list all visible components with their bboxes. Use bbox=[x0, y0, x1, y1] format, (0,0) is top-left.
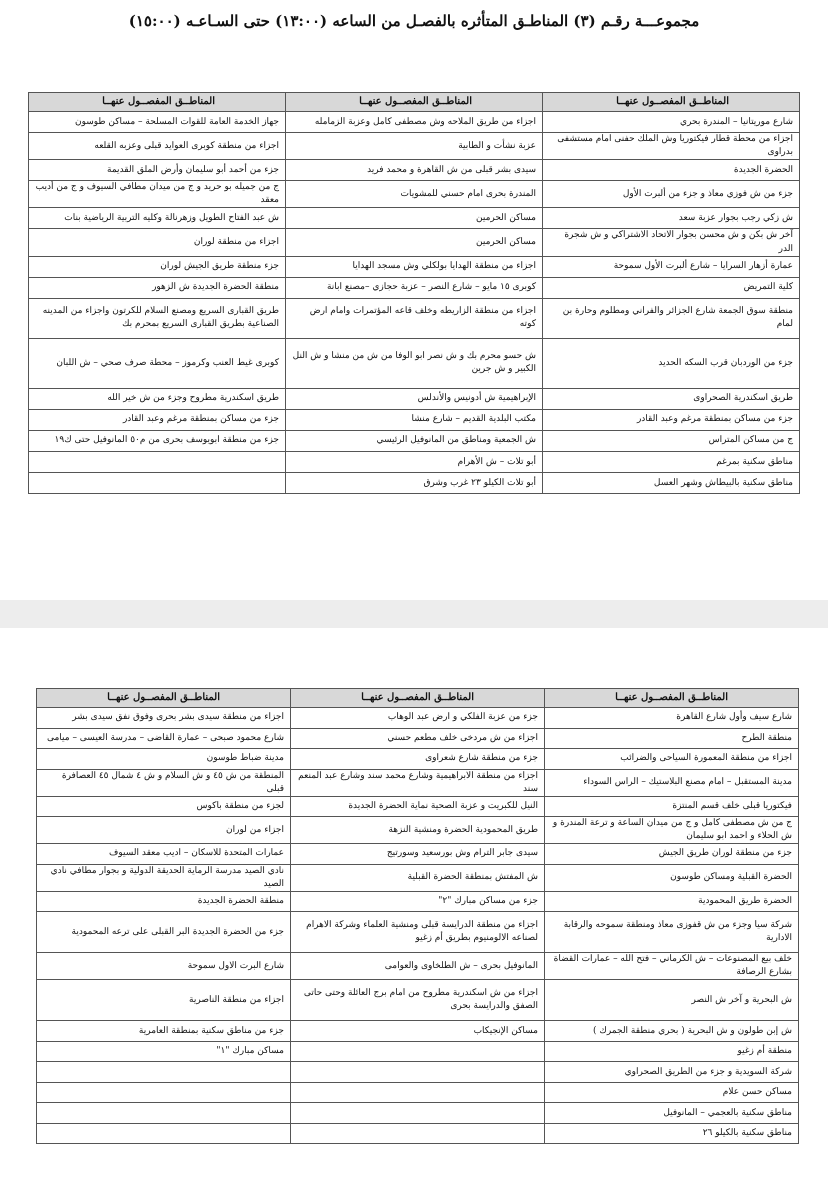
table-row bbox=[37, 891, 799, 912]
table-cell: شارع البرت الاول سموحة bbox=[37, 953, 291, 980]
table-cell: الإبراهيمية ش أدونيس والأندلس bbox=[286, 388, 543, 409]
table-cell bbox=[29, 473, 286, 494]
table-row bbox=[29, 409, 800, 430]
table-cell: جزء من عزبة الفلكي و ارض عبد الوهاب bbox=[291, 708, 545, 729]
table-cell: الحضرة طريق المحمودية bbox=[545, 891, 799, 912]
table-row bbox=[37, 796, 799, 817]
table-row bbox=[29, 338, 800, 388]
table-cell: شارع موريتانيا – المندرة بحري bbox=[543, 112, 800, 133]
table-cell: الحضرة الجديدة bbox=[543, 160, 800, 181]
table-cell: لجزء من منطقة باكوس bbox=[37, 796, 291, 817]
table-cell: جزء من مساكن مبارك "٢" bbox=[291, 891, 545, 912]
table-cell: المندرة بحرى امام حسني للمشويات bbox=[286, 181, 543, 208]
zones-table-2-body bbox=[37, 708, 799, 1144]
table-cell: مناطق سكنية بالعجمي – المانوفيل bbox=[545, 1103, 799, 1124]
table-cell: اجزاء من منطقة الهدايا بولكلي وش مسجد الهدايا bbox=[286, 256, 543, 277]
table-cell: ج من جميله بو حريد و ج من ميدان مطافي السيوف و ج من أديب معقد bbox=[29, 181, 286, 208]
zones-table-2 bbox=[36, 688, 799, 1144]
table-cell: اجزاء من محطة قطار فيكتوريا وش الملك حفنى امام مستشفى بدراوى bbox=[543, 133, 800, 160]
table-cell: طريق القبارى السريع ومصنع السلام للكرتون واجزاء من المدينه الصناعية بطريق القبارى السريع بمحرم بك bbox=[29, 298, 286, 338]
table-cell: شركة السويدية و جزء من الطريق الصحراوي bbox=[545, 1062, 799, 1083]
table-row bbox=[29, 430, 800, 451]
table-row bbox=[37, 1021, 799, 1042]
table-row bbox=[29, 133, 800, 160]
table-row bbox=[37, 1041, 799, 1062]
zones-table-1-body bbox=[29, 112, 800, 494]
table-cell: اجزاء من منطقة سيدى بشر بحرى وفوق نفق سيدى بشر bbox=[37, 708, 291, 729]
table-cell: منطقة أم زغيو bbox=[545, 1041, 799, 1062]
table-row bbox=[37, 1062, 799, 1083]
table-cell bbox=[37, 1123, 291, 1144]
table-cell: كلية التمريض bbox=[543, 277, 800, 298]
table-row bbox=[29, 229, 800, 256]
table-row bbox=[37, 769, 799, 796]
table-cell: ش المفتش بمنطقة الحضرة القبلية bbox=[291, 864, 545, 891]
table-cell: ش حسو محرم بك و ش نصر ابو الوفا من ش من منشا و ش النل الكبير و ش جرين bbox=[286, 338, 543, 388]
table-cell: اجزاء من منطقة الناصرية bbox=[37, 980, 291, 1021]
table-cell: كوبرى غيط العنب وكرموز – محطة صرف صحي – ش اللبان bbox=[29, 338, 286, 388]
table-cell: جزء من مساكن بمنطقة مرغم وعبد القادر bbox=[29, 409, 286, 430]
table-cell bbox=[291, 1062, 545, 1083]
table-row bbox=[37, 708, 799, 729]
table-cell: خلف بيع المصنوعات – ش الكرماني – فتح الله – عمارات القضاة بشارع الرصافة bbox=[545, 953, 799, 980]
table-cell: جزء من الوردبان قرب السكه الحديد bbox=[543, 338, 800, 388]
table-cell: مكتب البلدية القديم – شارع منشا bbox=[286, 409, 543, 430]
table-cell: ش إبن طولون و ش البحرية ( بحري منطقة الجمرك ) bbox=[545, 1021, 799, 1042]
table-cell: ج من ش مصطفى كامل و ج من ميدان الساعة و ترعة المندرة و ش الحلاء و احمد ابو سليمان bbox=[545, 817, 799, 844]
column-header: المناطــق المفصــول عنهــا bbox=[291, 689, 545, 708]
table-row bbox=[29, 473, 800, 494]
table-row bbox=[29, 160, 800, 181]
table-cell: كوبرى ١٥ مايو – شارع النصر – عزبة حجازي –مصنع ابانة bbox=[286, 277, 543, 298]
table-cell: مساكن الحرمين bbox=[286, 208, 543, 229]
table-row bbox=[29, 181, 800, 208]
table-row bbox=[37, 1103, 799, 1124]
table-cell: نادي الصيد مدرسة الرماية الحديقة الدولية و بجوار مطافي نادي الصيد bbox=[37, 864, 291, 891]
table-cell bbox=[37, 1082, 291, 1103]
table-cell bbox=[291, 1103, 545, 1124]
table-cell: شارع محمود صبحى – عمارة القاضى – مدرسة العيسى – ميامى bbox=[37, 728, 291, 749]
table-row bbox=[37, 1082, 799, 1103]
table-cell: جزء من الحضرة الجديدة البر القبلى على ترعه المحمودية bbox=[37, 912, 291, 953]
table-cell bbox=[37, 1103, 291, 1124]
table-row bbox=[29, 277, 800, 298]
table-row bbox=[29, 298, 800, 338]
column-header: المناطــق المفصــول عنهــا bbox=[545, 689, 799, 708]
table-cell: جزء منطقة طريق الجيش لوران bbox=[29, 256, 286, 277]
page-2 bbox=[0, 628, 828, 1183]
table-row bbox=[37, 817, 799, 844]
table-cell: جهاز الخدمة العامة للقوات المسلحة – مساكن طوسون bbox=[29, 112, 286, 133]
table-cell: اجزاء من لوران bbox=[37, 817, 291, 844]
table-cell: منطقة الحضرة الجديدة bbox=[37, 891, 291, 912]
table-cell bbox=[37, 1062, 291, 1083]
table-cell: فيكتوريا قبلى خلف قسم المنتزة bbox=[545, 796, 799, 817]
table-cell: عمارة أزهار السرايا – شارع ألبرت الأول سموحة bbox=[543, 256, 800, 277]
table-cell bbox=[291, 1082, 545, 1103]
table-cell: اجزاء من طريق الملاحه وش مصطفى كامل وعزبة الزمامله bbox=[286, 112, 543, 133]
table-cell: الحضرة القبلية ومساكن طوسون bbox=[545, 864, 799, 891]
table-cell: منطقة سوق الجمعة شارع الجزائر والفراني ومطلوم وحارة بن لمام bbox=[543, 298, 800, 338]
table-cell: جزء من منطقة لوران طريق الجيش bbox=[545, 844, 799, 865]
table-cell: اجزاء من ش مردخى خلف مطعم حسني bbox=[291, 728, 545, 749]
table-cell: جزء من منطقة ابويوسف بحرى من م٥٠ المانوفيل حتى ك١٩ bbox=[29, 430, 286, 451]
table-cell: ش عبد الفتاح الطويل وزهرنالة وكليه التربية الرياضية بنات bbox=[29, 208, 286, 229]
table-cell: مناطق سكنية بالبيطاش وشهر العسل bbox=[543, 473, 800, 494]
table-cell: المنطقة من ش ٤٥ و ش السلام و ش ٤ شمال ٤٥ العصافرة قبلى bbox=[37, 769, 291, 796]
table-row bbox=[29, 388, 800, 409]
table-cell: اجزاء من ش اسكندرية مطروح من امام برج العائلة وحتى حاتى الصفق والدرايسة بحرى bbox=[291, 980, 545, 1021]
table-cell: جزء من أحمد أبو سليمان وأرض الملق القديمة bbox=[29, 160, 286, 181]
table-cell: شارع سيف وأول شارع القاهرة bbox=[545, 708, 799, 729]
table-cell: منطقة الحضرة الجديدة ش الزهور bbox=[29, 277, 286, 298]
table-cell bbox=[291, 1123, 545, 1144]
table-row bbox=[37, 1123, 799, 1144]
table-cell: مناطق سكنية بالكيلو ٢٦ bbox=[545, 1123, 799, 1144]
table-cell: النيل للكبريت و عزبة الصحية نماية الحضرة الجديدة bbox=[291, 796, 545, 817]
column-header: المناطــق المفصــول عنهــا bbox=[286, 93, 543, 112]
table-cell: ج من مساكن المتراس bbox=[543, 430, 800, 451]
table-cell: آخر ش بكن و ش محسن بجوار الاتحاد الاشتراكي و ش شجرة الدر bbox=[543, 229, 800, 256]
table-cell: المانوفيل بحرى – ش الطلخاوى والعوامى bbox=[291, 953, 545, 980]
table-cell: جزء من مناطق سكنية بمنطقة العامرية bbox=[37, 1021, 291, 1042]
column-header: المناطــق المفصــول عنهــا bbox=[29, 93, 286, 112]
table-cell: اجزاء من منطقة الزاريطه وخلف قاعه المؤتمرات وامام ارض كوته bbox=[286, 298, 543, 338]
table-cell: جزء من منطقة شارع شعراوى bbox=[291, 749, 545, 770]
table-row bbox=[37, 749, 799, 770]
table-cell: سيدى جابر الترام وش بورسعيد وسورتيج bbox=[291, 844, 545, 865]
table-cell: مناطق سكنية بمرغم bbox=[543, 452, 800, 473]
table-cell: طريق اسكندرية الصحراوى bbox=[543, 388, 800, 409]
table-cell: مدينة ضباط طوسون bbox=[37, 749, 291, 770]
column-header: المناطــق المفصــول عنهــا bbox=[543, 93, 800, 112]
table-header-row bbox=[29, 93, 800, 112]
table-cell bbox=[291, 1041, 545, 1062]
table-cell: طريق اسكندرية مطروح وجزء من ش خير الله bbox=[29, 388, 286, 409]
table-cell: اجزاء من منطقة كوبرى العوايد قبلى وعزبه القلعه bbox=[29, 133, 286, 160]
table-row bbox=[37, 912, 799, 953]
table-cell bbox=[29, 452, 286, 473]
table-cell: اجزاء من منطقة الابراهيمية وشارع محمد سند وشارع عبد المنعم سند bbox=[291, 769, 545, 796]
table-cell: ش زكي رجب بجوار عزبة سعد bbox=[543, 208, 800, 229]
table-cell: أبو تلات – ش الأهرام bbox=[286, 452, 543, 473]
table-cell: جزء من مساكن بمنطقة مرغم وعبد القادر bbox=[543, 409, 800, 430]
table-row bbox=[37, 728, 799, 749]
table-row bbox=[29, 452, 800, 473]
page-title: مجموعـــة رقـم (٣) المناطـق المتأثره بالفصـل من الساعه (١٣:٠٠) حتى السـاعـه (١٥:٠٠) bbox=[128, 12, 700, 30]
table-cell: جزء من ش فوزي معاذ و جزء من ألبرت الأول bbox=[543, 181, 800, 208]
table-cell: طريق المحمودية الحضرة ومنشية النزهة bbox=[291, 817, 545, 844]
table-row bbox=[37, 844, 799, 865]
table-cell: مساكن الحرمين bbox=[286, 229, 543, 256]
table-cell: شركة سيا وجزء من ش قفوزى معاذ ومنطقة سموحه والرقابة الادارية bbox=[545, 912, 799, 953]
table-cell: عمارات المتحدة للاسكان – اديب معقد السيوف bbox=[37, 844, 291, 865]
table-row bbox=[37, 980, 799, 1021]
table-row bbox=[29, 256, 800, 277]
table-cell: مساكن حسن علام bbox=[545, 1082, 799, 1103]
table-cell: مساكن الإنجيكاب bbox=[291, 1021, 545, 1042]
table-cell: مدينة المستقبل – امام مصنع البلاستيك – الراس السوداء bbox=[545, 769, 799, 796]
table-cell: أبو تلات الكيلو ٢٣ غرب وشرق bbox=[286, 473, 543, 494]
table-row bbox=[37, 864, 799, 891]
table-cell: مساكن مبارك "١" bbox=[37, 1041, 291, 1062]
table-row bbox=[37, 953, 799, 980]
table-cell: ش الجمعية ومناطق من المانوفيل الرئيسي bbox=[286, 430, 543, 451]
table-cell: سيدى بشر قبلى من ش القاهرة و محمد فريد bbox=[286, 160, 543, 181]
column-header: المناطــق المفصــول عنهــا bbox=[37, 689, 291, 708]
table-cell: منطقة الطرح bbox=[545, 728, 799, 749]
table-row bbox=[29, 112, 800, 133]
table-cell: اجزاء من منطقة الدرايسة قبلى ومنشية العلماء وشركة الاهرام لصناعه الالومنيوم بطريق أم زغيو bbox=[291, 912, 545, 953]
table-cell: اجزاء من منطقة المعمورة السياحى والضرائب bbox=[545, 749, 799, 770]
zones-table-1 bbox=[28, 92, 800, 494]
table-cell: عزبة نشأت و الطابية bbox=[286, 133, 543, 160]
table-cell: ش البحرية و آخر ش النصر bbox=[545, 980, 799, 1021]
table-row bbox=[29, 208, 800, 229]
table-header-row bbox=[37, 689, 799, 708]
table-cell: اجزاء من منطقة لوران bbox=[29, 229, 286, 256]
